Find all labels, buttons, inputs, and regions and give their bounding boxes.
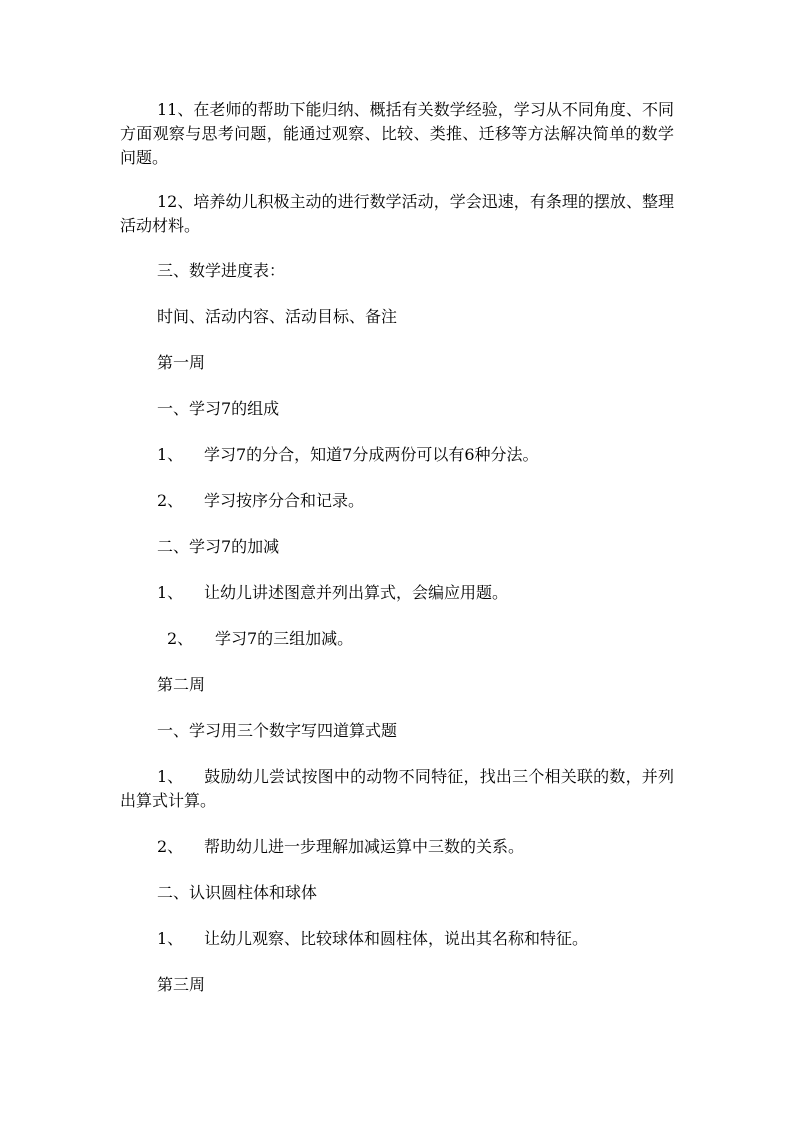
list-item-text: 让幼儿观察、比较球体和圆柱体，说出其名称和特征。 [204,929,589,948]
list-item-text: 学习7的三组加减。 [215,629,354,648]
week-2-title: 第二周 [157,675,206,694]
list-item [120,581,508,605]
week-2-topic-1: 一、学习用三个数字写四道算式题 [157,721,398,740]
list-item [120,765,674,813]
list-item-text: 学习按序分合和记录。 [204,491,365,510]
paragraph-item-12: 12、培养幼儿积极主动的进行数学活动，学会迅速，有条理的摆放、整理活动材料。 [120,192,674,235]
list-item-number: 1、 [157,445,184,464]
list-item [120,489,364,513]
week-1-topic-2: 二、学习7的加减 [157,537,280,556]
section-3-title: 三、数学进度表： [157,261,286,280]
list-item [120,835,524,859]
list-item-text: 学习7的分合，知道7分成两份可以有6种分法。 [204,445,539,464]
table-header: 时间、活动内容、活动目标、备注 [157,307,398,326]
list-item [120,443,539,467]
list-item-number: 1、 [157,929,184,948]
list-item-text: 让幼儿讲述图意并列出算式，会编应用题。 [204,583,509,602]
week-1-topic-1: 一、学习7的组成 [157,399,280,418]
list-item-number: 2、 [157,837,184,856]
list-item-text: 鼓励幼儿尝试按图中的动物不同特征，找出三个相关联的数，并列出算式计算。 [120,767,674,810]
week-3-title: 第三周 [157,975,206,994]
paragraph-item-11: 11、在老师的帮助下能归纳、概括有关数学经验，学习从不同角度、不同方面观察与思考问题，能通过观察、比较、类推、迁移等方法解决简单的数学问题。 [120,100,674,167]
week-1-title: 第一周 [157,353,206,372]
list-item-number: 2、 [167,629,194,648]
list-item [120,927,588,951]
list-item-number: 2、 [157,491,184,510]
list-item-number: 1、 [157,767,184,786]
week-2-topic-2: 二、认识圆柱体和球体 [157,883,318,902]
list-item [120,627,353,651]
list-item-text: 帮助幼儿进一步理解加减运算中三数的关系。 [204,837,525,856]
list-item-number: 1、 [157,583,184,602]
